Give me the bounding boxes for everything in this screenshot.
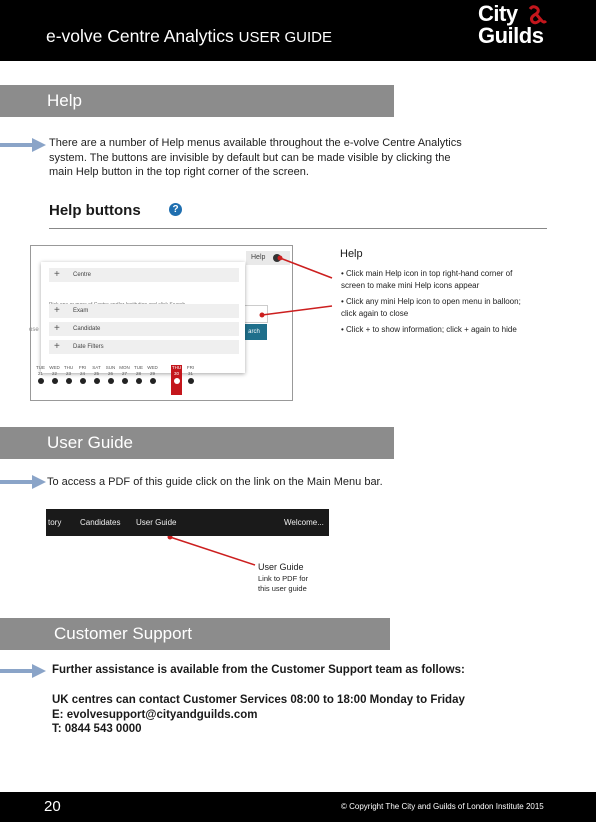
document-title-suffix: USER GUIDE (238, 29, 332, 46)
plus-icon[interactable]: + (54, 269, 60, 280)
menu-row-date-filters[interactable] (49, 340, 239, 354)
menu-row-label: Date Filters (73, 344, 104, 350)
help-section-bar (0, 85, 394, 117)
calendar-day[interactable]: WED 29 (147, 365, 158, 384)
menu-item-history[interactable]: tory (48, 518, 62, 527)
support-intro: Further assistance is available from the Customer Support team as follows: (52, 664, 465, 676)
support-hours: UK centres can contact Customer Services 08:00 to 18:00 Monday to Friday (52, 694, 465, 706)
calendar-day[interactable]: MON 27 (119, 365, 130, 384)
main-help-button[interactable] (246, 251, 290, 265)
menu-item-user-guide[interactable]: User Guide (136, 518, 177, 527)
day-icon (150, 378, 156, 384)
calendar-day[interactable]: SAT 25 (91, 365, 102, 384)
day-icon (94, 378, 100, 384)
customer-support-section-bar (0, 618, 390, 650)
user-guide-section-bar (0, 427, 394, 459)
menu-row-label: Candidate (73, 326, 101, 332)
help-buttons-heading: Help buttons (49, 202, 141, 219)
heading-divider (49, 228, 547, 229)
help-callout-list (341, 268, 561, 336)
calendar-day[interactable]: THU 23 (63, 365, 74, 384)
plus-icon[interactable]: + (54, 323, 60, 334)
menu-row-centre[interactable] (49, 268, 239, 282)
pointer-arrow-icon (0, 664, 46, 678)
menu-item-candidates[interactable]: Candidates (80, 518, 121, 527)
help-panel-screenshot (30, 245, 293, 401)
main-menu-bar-screenshot (46, 509, 329, 536)
calendar-day[interactable]: WED 22 (49, 365, 60, 384)
help-intro-line: There are a number of Help menus available throughout the e-volve Centre Analytics (49, 137, 462, 149)
calendar-day[interactable]: TUE 21 (35, 365, 46, 384)
plus-icon[interactable]: + (54, 341, 60, 352)
pointer-arrow-icon (0, 475, 46, 489)
calendar-day[interactable]: TUE 28 (133, 365, 144, 384)
search-button[interactable]: arch (241, 324, 267, 340)
mini-help-button[interactable] (244, 305, 268, 323)
plus-icon[interactable]: + (54, 305, 60, 316)
page-header (0, 0, 596, 61)
help-section-title: Help (47, 91, 82, 110)
user-guide-section-title: User Guide (47, 433, 133, 452)
help-intro-paragraph (49, 136, 519, 180)
callout-line: Link to PDF for (258, 574, 309, 583)
callout-bullet: • Click main Help icon in top right-hand corner of (341, 269, 513, 278)
calendar-day[interactable]: FRI 31 (185, 365, 196, 384)
support-phone: T: 0844 543 0000 (52, 723, 142, 735)
page-number: 20 (44, 798, 61, 815)
menu-row-label: Centre (73, 272, 92, 278)
user-guide-callout-title: User Guide (258, 562, 304, 572)
calendar-strip (35, 365, 195, 397)
logo-line-1: City (478, 1, 518, 26)
copyright-notice: © Copyright The City and Guilds of London Institute 2015 (341, 802, 544, 811)
callout-bullet: • Click any mini Help icon to open menu in balloon; (341, 297, 521, 306)
logo-emblem-icon (524, 5, 546, 25)
help-question-icon: ? (169, 203, 182, 216)
help-callout-title: Help (340, 248, 363, 260)
side-text-fragment: ose (29, 327, 39, 333)
help-dot-icon (273, 254, 281, 262)
user-guide-callout-text (258, 574, 308, 594)
callout-line: this user guide (258, 584, 307, 593)
day-icon (136, 378, 142, 384)
day-icon (52, 378, 58, 384)
day-icon (80, 378, 86, 384)
calendar-day-selected[interactable]: THU 30 (171, 365, 182, 395)
menu-item-welcome: Welcome... (284, 518, 324, 527)
day-icon (174, 378, 180, 384)
day-icon (108, 378, 114, 384)
help-balloon-menu (41, 262, 245, 373)
document-title-main: e-volve Centre Analytics (46, 26, 234, 46)
callout-bullet: • Click + to show information; click + again to hide (341, 325, 517, 334)
support-email[interactable]: E: evolvesupport@cityandguilds.com (52, 708, 258, 721)
pointer-arrow-icon (0, 138, 46, 152)
help-intro-line: main Help button in the top right corner of the screen. (49, 166, 309, 178)
callout-bullet: click again to close (341, 308, 409, 318)
document-title (46, 26, 332, 47)
menu-row-label: Exam (73, 308, 89, 314)
menu-row-candidate[interactable] (49, 322, 239, 336)
day-icon (38, 378, 44, 384)
logo-line-2: Guilds (478, 23, 544, 48)
city-and-guilds-logo (478, 3, 550, 51)
support-contact-details (52, 693, 465, 737)
callout-bullet: screen to make mini Help icons appear (341, 280, 480, 290)
user-guide-text: To access a PDF of this guide click on the link on the Main Menu bar. (47, 476, 383, 488)
menu-row-exam[interactable] (49, 304, 239, 318)
calendar-day[interactable]: FRI 24 (77, 365, 88, 384)
page-footer (0, 792, 596, 822)
calendar-day[interactable]: SUN 26 (105, 365, 116, 384)
customer-support-section-title: Customer Support (54, 624, 192, 643)
day-icon (122, 378, 128, 384)
main-help-button-label: Help (251, 254, 266, 261)
day-icon (188, 378, 194, 384)
help-intro-line: system. The buttons are invisible by default but can be made visible by clicking the (49, 151, 451, 164)
day-icon (66, 378, 72, 384)
